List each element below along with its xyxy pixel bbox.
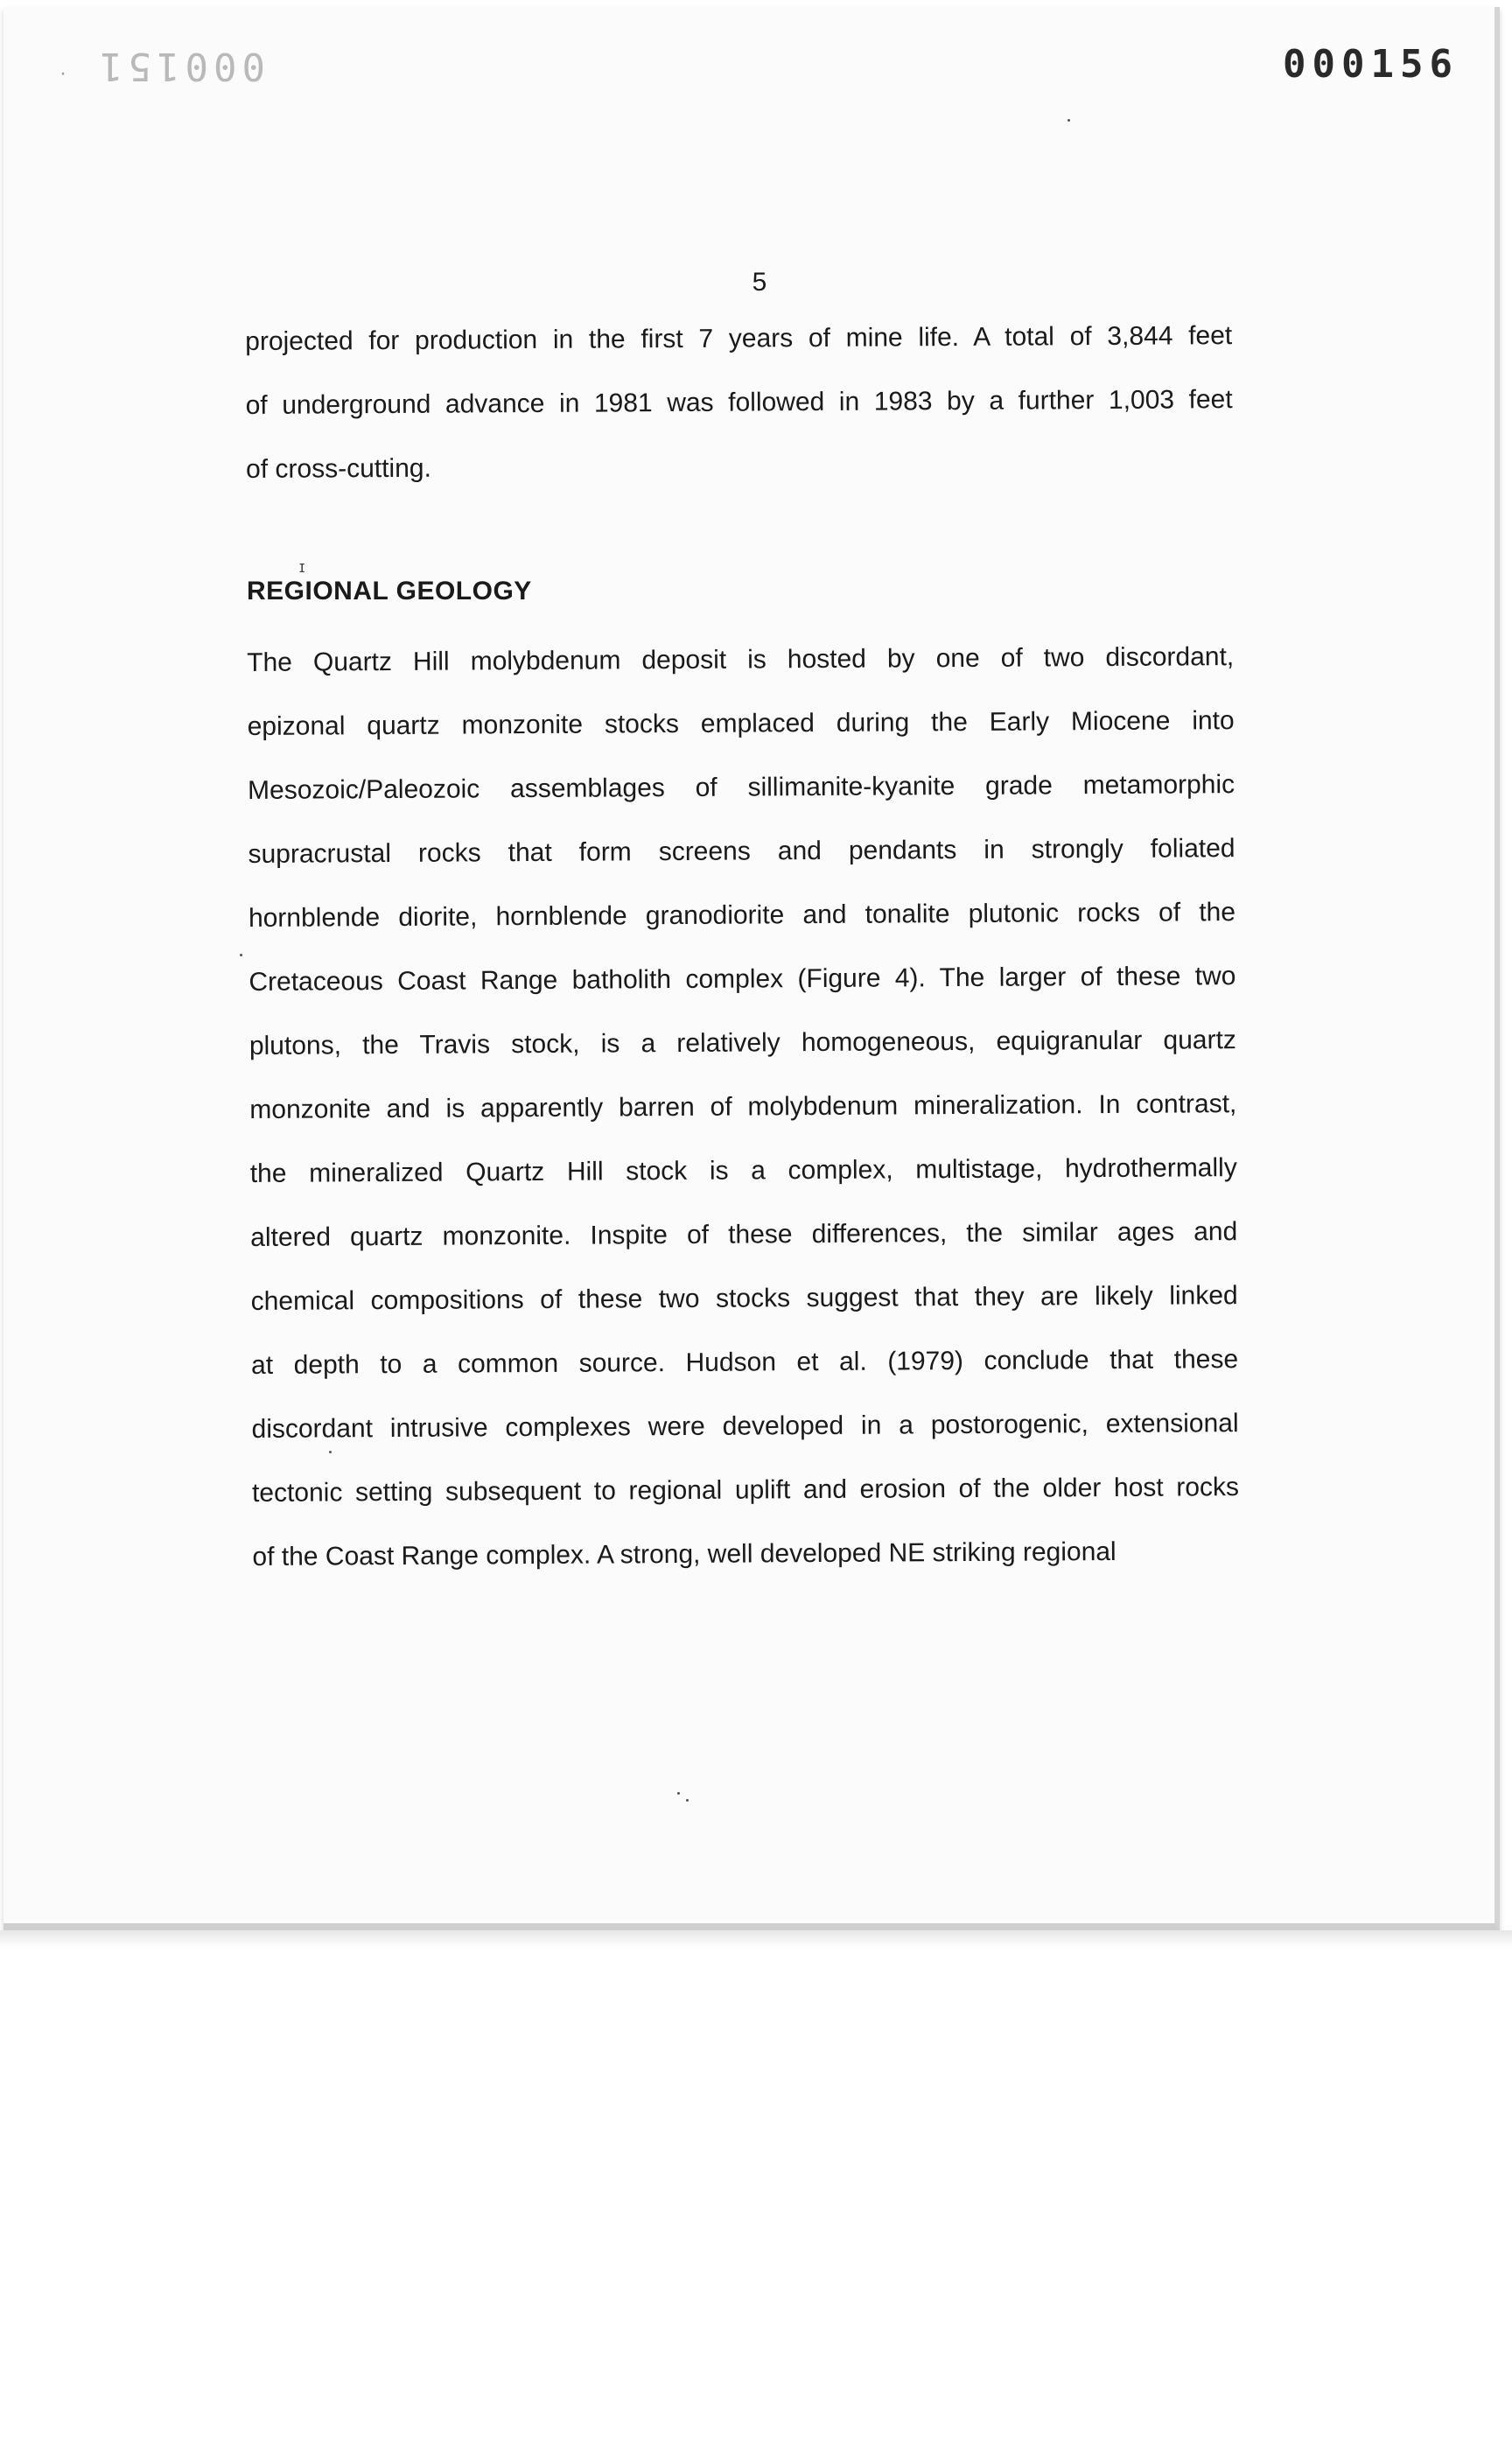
scan-mark: ɪ [299,558,305,576]
continuation-paragraph [245,304,1233,501]
page-stamp-left: 000151 [94,44,265,88]
document-page [4,7,1500,1930]
scan-speck [686,1799,689,1802]
text-line: hornblende diorite, hornblende granodiorite and tonalite plutonic rocks of the [248,898,1236,933]
text-line: discordant intrusive complexes were developed in a postorogenic, extensional [251,1409,1239,1444]
text-line: altered quartz monzonite. Inspite of these differences, the similar ages and [250,1217,1238,1252]
text-line: of cross-cutting. [246,453,431,484]
scan-speck [329,1451,332,1453]
text-line: supracrustal rocks that form screens and pendants in strongly foliated [248,834,1236,869]
text-line: monzonite and is apparently barren of molybdenum mineralization. In contrast, [249,1089,1237,1124]
scan-speck [1068,119,1070,122]
text-line: projected for production in the first 7 years of mine life. A total of 3,844 feet [245,321,1233,356]
text-line: the mineralized Quartz Hill stock is a complex, multistage, hydrothermally [249,1153,1237,1188]
text-line: Mesozoic/Paleozoic assemblages of sillimanite-kyanite grade metamorphic [248,770,1236,805]
text-line: tectonic setting subsequent to regional uplift and erosion of the older host rocks [251,1473,1240,1508]
scan-speck: · [60,61,66,85]
text-line: of the Coast Range complex. A strong, well developed NE striking regional [252,1536,1116,1572]
scan-speck [240,954,242,956]
page-stamp-right: 000156 [1283,42,1459,87]
section-heading: REGIONAL GEOLOGY [247,577,532,606]
text-line: epizonal quartz monzonite stocks emplaced during the Early Miocene into [247,706,1235,741]
text-line: of underground advance in 1981 was followed in 1983 by a further 1,003 feet [245,385,1233,420]
scan-edge [0,1930,1512,1948]
text-line: The Quartz Hill molybdenum deposit is hosted by one of two discordant, [247,642,1235,677]
scan-speck [677,1792,680,1795]
text-line: plutons, the Travis stock, is a relatively homogeneous, equigranular quartz [248,1026,1236,1060]
body-paragraph [247,625,1240,1589]
text-line: at depth to a common source. Hudson et al. (1979) conclude that these [251,1345,1239,1380]
page-number: 5 [752,268,767,297]
text-line: Cretaceous Coast Range batholith complex (Figure 4). The larger of these two [248,962,1236,997]
text-line: chemical compositions of these two stocks suggest that they are likely linked [250,1281,1238,1316]
